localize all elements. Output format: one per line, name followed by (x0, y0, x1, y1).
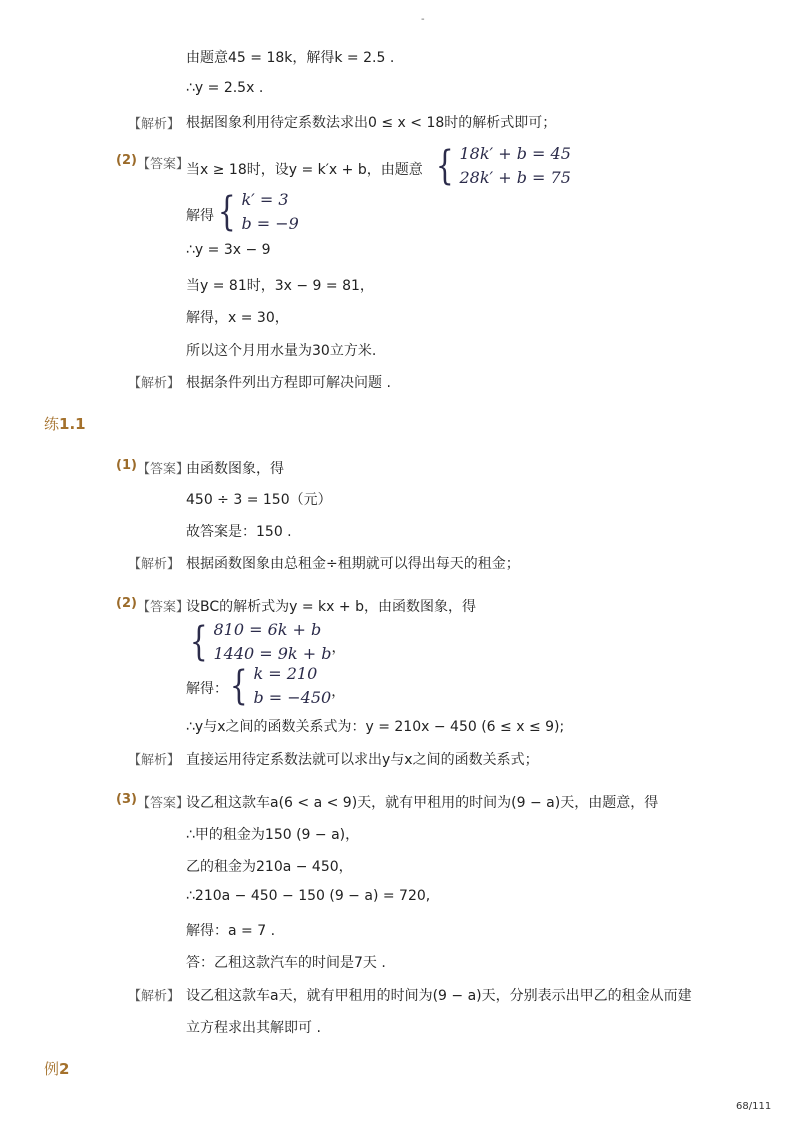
top-mark: - (421, 14, 425, 25)
brace-icon: { (435, 143, 454, 189)
analysis-text: 根据条件列出方程即可解决问题 . (186, 375, 391, 391)
answer-line: 解得：a = 7 . (186, 923, 276, 939)
question-number: (3) (116, 792, 137, 807)
section-prefix: 例 (44, 1060, 60, 1078)
answer-tag: 【答案】 (137, 462, 190, 477)
answer-line: 乙的租金为210a − 450， (186, 859, 353, 875)
equation: k = 210 (253, 664, 318, 683)
analysis-tag: 【解析】 (128, 557, 181, 572)
answer-line: 故答案是：150 . (186, 524, 292, 540)
answer-line: 解得，x = 30， (186, 310, 289, 326)
equation: k′ = 3 (241, 190, 289, 209)
answer-line: ∴y与x之间的函数关系式为：y = 210x − 450 (6 ≤ x ≤ 9); (186, 719, 565, 735)
question-number: (1) (116, 458, 137, 473)
page-number: 68/111 (736, 1101, 772, 1112)
section-heading (44, 1058, 69, 1079)
punctuation: ， (331, 684, 346, 700)
analysis-tag: 【解析】 (128, 753, 181, 768)
answer-line: 设BC的解析式为y = kx + b，由函数图象，得 (186, 599, 476, 615)
section-number: 2 (59, 1060, 70, 1078)
equation: 18k′ + b = 45 (459, 144, 571, 163)
equation-system (432, 142, 571, 190)
brace-icon: { (229, 663, 248, 709)
equation-system (186, 618, 345, 666)
analysis-text: 根据函数图象由总租金÷租期就可以得出每天的租金； (186, 556, 520, 572)
analysis-tag: 【解析】 (128, 989, 181, 1004)
brace-icon: { (189, 619, 208, 665)
question-number: (2) (116, 596, 137, 611)
answer-line: 450 ÷ 3 = 150（元） (186, 492, 332, 508)
answer-line: ∴y = 2.5x . (186, 80, 264, 96)
answer-line: ∴甲的租金为150 (9 − a)， (186, 827, 360, 843)
analysis-text: 立方程求出其解即可 . (186, 1020, 321, 1036)
answer-tag: 【答案】 (137, 796, 190, 811)
answer-tag: 【答案】 (137, 157, 190, 172)
question-number: (2) (116, 153, 137, 168)
analysis-text: 直接运用待定系数法就可以求出y与x之间的函数关系式； (186, 752, 539, 768)
equation: b = −9 (241, 214, 299, 233)
analysis-text: 设乙租这款车a天，就有甲租用的时间为(9 − a)天，分别表示出甲乙的租金从而建 (186, 988, 692, 1004)
equation-system (214, 188, 299, 236)
brace-icon: { (217, 189, 236, 235)
answer-line: 由函数图象，得 (186, 461, 284, 477)
answer-line: 所以这个月用水量为30立方米. (186, 343, 377, 359)
analysis-tag: 【解析】 (128, 376, 181, 391)
analysis-tag: 【解析】 (128, 117, 181, 132)
section-prefix: 练 (44, 415, 60, 433)
answer-line: 设乙租这款车a(6 < a < 9)天，就有甲租用的时间为(9 − a)天，由题意，得 (186, 795, 659, 811)
equation: 810 = 6k + b (213, 620, 322, 639)
equation-system (226, 662, 345, 710)
answer-line: ∴210a − 450 − 150 (9 − a) = 720, (186, 888, 431, 904)
equation: b = −450 (253, 688, 332, 707)
answer-line: ∴y = 3x − 9 (186, 242, 271, 258)
punctuation: ， (331, 640, 346, 656)
section-number: 1.1 (59, 415, 86, 433)
answer-line: 由题意45 = 18k，解得k = 2.5 . (186, 50, 395, 66)
answer-line: 答：乙租这款汽车的时间是7天 . (186, 955, 386, 971)
equation: 28k′ + b = 75 (459, 168, 571, 187)
section-heading (44, 413, 86, 434)
equation: 1440 = 9k + b (213, 644, 332, 663)
answer-line: 当y = 81时，3x − 9 = 81， (186, 278, 374, 294)
answer-line: 解得 (186, 208, 214, 224)
answer-tag: 【答案】 (137, 600, 190, 615)
answer-line: 解得： (186, 681, 228, 697)
analysis-text: 根据图象利用待定系数法求出0 ≤ x < 18时的解析式即可； (186, 115, 557, 131)
answer-line: 当x ≥ 18时，设y = k′x + b，由题意 (186, 162, 423, 178)
